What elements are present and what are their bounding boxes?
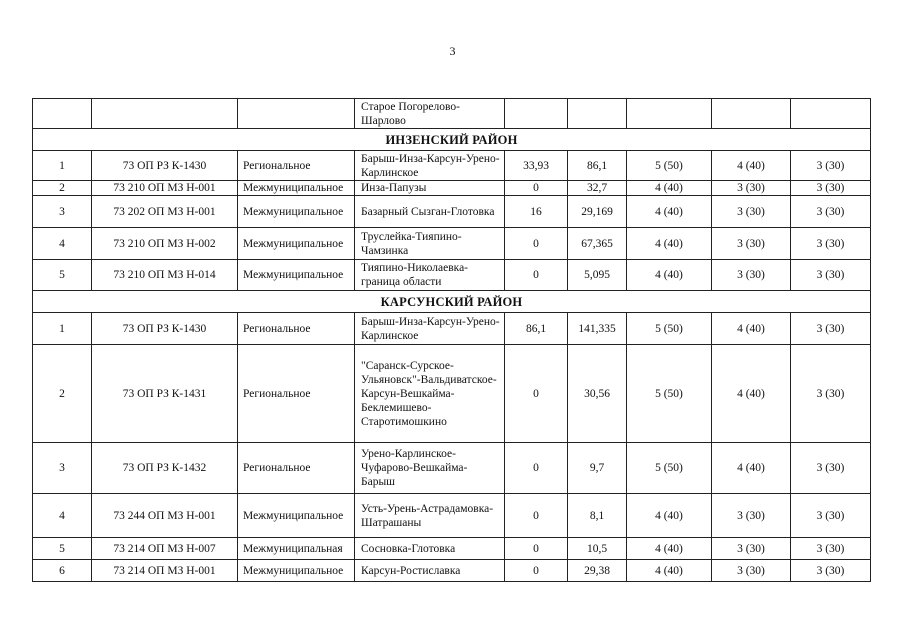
cell-code: 73 214 ОП МЗ Н-001 — [92, 560, 238, 582]
cell-value: 4 (40) — [712, 345, 791, 443]
roads-table — [32, 98, 871, 582]
cell-value: 16 — [505, 196, 568, 228]
cell-value: 3 (30) — [791, 443, 871, 494]
district-title: ИНЗЕНСКИЙ РАЙОН — [33, 129, 871, 151]
cell-value: 3 (30) — [791, 345, 871, 443]
cell-type: Региональное — [238, 443, 355, 494]
cell-road-name: Труслейка-Тияпино-Чамзинка — [355, 228, 505, 260]
cell-value: 0 — [505, 494, 568, 538]
table-row — [33, 228, 871, 260]
district-header-row — [33, 129, 871, 151]
cell-code — [92, 99, 238, 129]
cell-value: 4 (40) — [627, 181, 712, 196]
cell-value: 4 (40) — [627, 560, 712, 582]
cell-value: 3 (30) — [712, 228, 791, 260]
cell-value: 3 (30) — [791, 313, 871, 345]
cell-num: 2 — [33, 345, 92, 443]
cell-num: 3 — [33, 443, 92, 494]
cell-value — [712, 99, 791, 129]
cell-road-name: Базарный Сызган-Глотовка — [355, 196, 505, 228]
cell-value: 0 — [505, 345, 568, 443]
cell-road-name: Тияпино-Николаевка-граница области — [355, 260, 505, 291]
cell-value: 4 (40) — [712, 151, 791, 181]
cell-value: 86,1 — [505, 313, 568, 345]
cell-value: 29,38 — [568, 560, 627, 582]
table-row — [33, 560, 871, 582]
cell-code: 73 210 ОП МЗ Н-001 — [92, 181, 238, 196]
cell-value: 67,365 — [568, 228, 627, 260]
cell-code: 73 202 ОП МЗ Н-001 — [92, 196, 238, 228]
cell-road-name: Урено-Карлинское-Чуфарово-Вешкайма-Барыш — [355, 443, 505, 494]
cell-value: 3 (30) — [791, 151, 871, 181]
cell-code: 73 ОП РЗ К-1431 — [92, 345, 238, 443]
cell-type: Межмуниципальное — [238, 494, 355, 538]
cell-road-name: Барыш-Инза-Карсун-Урено-Карлинское — [355, 313, 505, 345]
cell-value — [791, 99, 871, 129]
cell-road-name: Старое Погорелово-Шарлово — [355, 99, 505, 129]
cell-num — [33, 99, 92, 129]
cell-type: Межмуниципальное — [238, 228, 355, 260]
cell-road-name: Карсун-Ростиславка — [355, 560, 505, 582]
cell-value: 9,7 — [568, 443, 627, 494]
cell-type: Межмуниципальное — [238, 196, 355, 228]
cell-road-name: Барыш-Инза-Карсун-Урено-Карлинское — [355, 151, 505, 181]
cell-value: 10,5 — [568, 538, 627, 560]
cell-type: Региональное — [238, 151, 355, 181]
cell-value: 8,1 — [568, 494, 627, 538]
cell-value: 3 (30) — [791, 538, 871, 560]
page-number: 3 — [449, 44, 456, 58]
cell-value: 32,7 — [568, 181, 627, 196]
cell-value: 5 (50) — [627, 313, 712, 345]
table-row — [33, 260, 871, 291]
cell-value: 0 — [505, 538, 568, 560]
table-row — [33, 313, 871, 345]
cell-type — [238, 99, 355, 129]
cell-value — [568, 99, 627, 129]
cell-value: 5,095 — [568, 260, 627, 291]
cell-value: 141,335 — [568, 313, 627, 345]
cell-type: Региональное — [238, 345, 355, 443]
cell-value: 86,1 — [568, 151, 627, 181]
table-row — [33, 538, 871, 560]
cell-value: 3 (30) — [791, 196, 871, 228]
cell-value: 4 (40) — [627, 494, 712, 538]
cell-code: 73 ОП РЗ К-1430 — [92, 151, 238, 181]
cell-value: 0 — [505, 260, 568, 291]
cell-road-name: Сосновка-Глотовка — [355, 538, 505, 560]
district-header-row — [33, 291, 871, 313]
table-row — [33, 151, 871, 181]
cell-value: 0 — [505, 443, 568, 494]
cell-road-name: "Саранск-Сурское-Ульяновск"-Вальдиватское-Карсун-Вешкайма-Беклемишево-Старотимошкино — [355, 345, 505, 443]
cell-road-name: Усть-Урень-Астрадамовка-Шатрашаны — [355, 494, 505, 538]
cell-num: 4 — [33, 228, 92, 260]
cell-num: 3 — [33, 196, 92, 228]
cell-value — [627, 99, 712, 129]
cell-code: 73 210 ОП МЗ Н-014 — [92, 260, 238, 291]
cell-code: 73 244 ОП МЗ Н-001 — [92, 494, 238, 538]
cell-num: 4 — [33, 494, 92, 538]
cell-value: 3 (30) — [712, 260, 791, 291]
table-row — [33, 443, 871, 494]
cell-value: 0 — [505, 560, 568, 582]
cell-value: 4 (40) — [627, 538, 712, 560]
table-row — [33, 494, 871, 538]
cell-num: 5 — [33, 538, 92, 560]
cell-value: 4 (40) — [627, 228, 712, 260]
cell-value: 5 (50) — [627, 443, 712, 494]
cell-value: 3 (30) — [791, 560, 871, 582]
cell-type: Межмуниципальное — [238, 260, 355, 291]
table-row — [33, 345, 871, 443]
cell-type: Региональное — [238, 313, 355, 345]
cell-value: 3 (30) — [791, 181, 871, 196]
cell-value: 3 (30) — [712, 494, 791, 538]
cell-value: 3 (30) — [712, 196, 791, 228]
cell-value: 33,93 — [505, 151, 568, 181]
cell-value: 0 — [505, 181, 568, 196]
cell-num: 1 — [33, 151, 92, 181]
cell-num: 5 — [33, 260, 92, 291]
district-title: КАРСУНСКИЙ РАЙОН — [33, 291, 871, 313]
cell-num: 1 — [33, 313, 92, 345]
cell-value: 5 (50) — [627, 345, 712, 443]
cell-num: 2 — [33, 181, 92, 196]
cell-value: 0 — [505, 228, 568, 260]
cell-type: Межмуниципальная — [238, 538, 355, 560]
cell-type: Межмуниципальное — [238, 560, 355, 582]
table-row — [33, 99, 871, 129]
cell-value: 3 (30) — [712, 181, 791, 196]
cell-value: 3 (30) — [712, 560, 791, 582]
cell-value: 5 (50) — [627, 151, 712, 181]
table-row — [33, 181, 871, 196]
cell-num: 6 — [33, 560, 92, 582]
cell-value: 3 (30) — [712, 538, 791, 560]
cell-code: 73 210 ОП МЗ Н-002 — [92, 228, 238, 260]
cell-code: 73 214 ОП МЗ Н-007 — [92, 538, 238, 560]
cell-value: 3 (30) — [791, 494, 871, 538]
cell-value: 4 (40) — [627, 260, 712, 291]
table-row — [33, 196, 871, 228]
cell-value — [505, 99, 568, 129]
cell-value: 4 (40) — [627, 196, 712, 228]
cell-value: 29,169 — [568, 196, 627, 228]
cell-code: 73 ОП РЗ К-1430 — [92, 313, 238, 345]
cell-value: 4 (40) — [712, 443, 791, 494]
cell-value: 30,56 — [568, 345, 627, 443]
cell-code: 73 ОП РЗ К-1432 — [92, 443, 238, 494]
cell-road-name: Инза-Папузы — [355, 181, 505, 196]
cell-value: 3 (30) — [791, 260, 871, 291]
cell-value: 3 (30) — [791, 228, 871, 260]
cell-value: 4 (40) — [712, 313, 791, 345]
cell-type: Межмуниципальное — [238, 181, 355, 196]
